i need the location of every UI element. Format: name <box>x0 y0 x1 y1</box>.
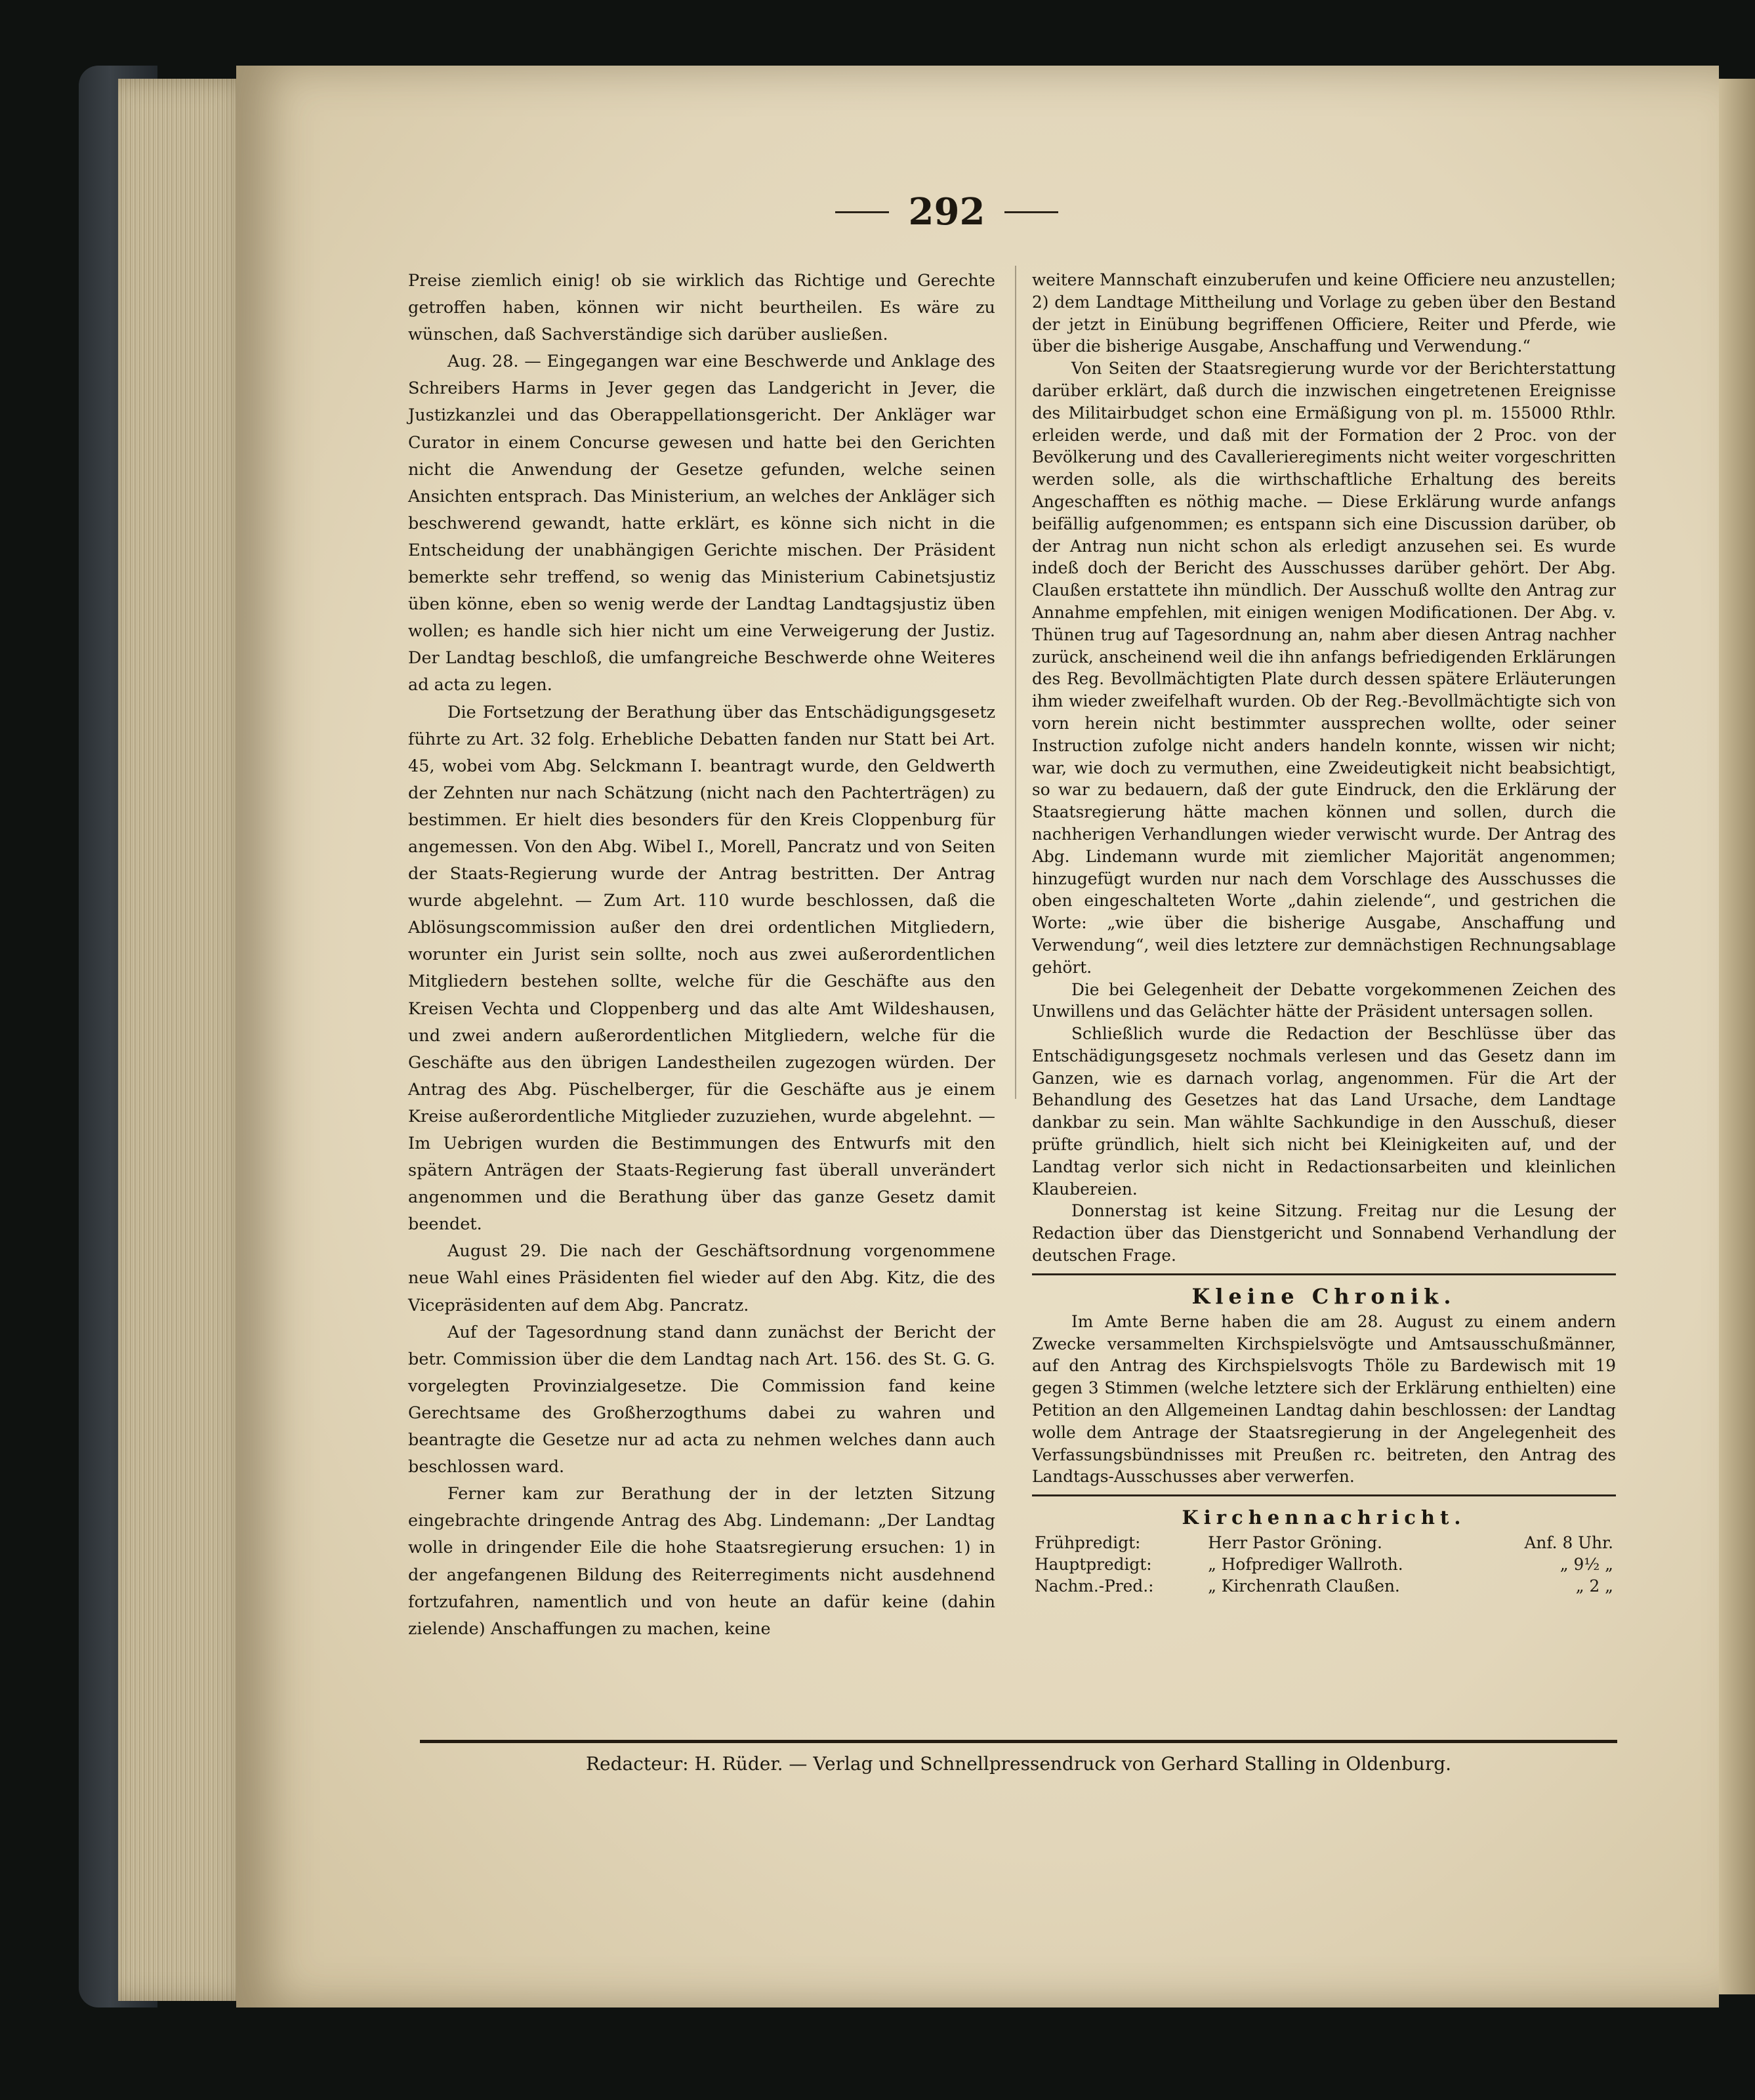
page-number <box>835 190 1058 234</box>
service-time: „ 9½ „ <box>1559 1555 1613 1575</box>
paragraph: Schließlich wurde die Redaction der Beschlüsse über das Entschädigungsgesetz nochmals verlesen und das Gesetz dann im Ganzen, wie es darnach vorlag, angenommen. Für die Art der Behandlung des Gesetzes hat das Land Ursache, dem Landtage dankbar zu sein. Man wählte Sachkundige in den Ausschuß, dieser prüfte gründlich, hielt sich nicht bei Kleinigkeiten auf, und der Landtag verlor sich nicht in Redactionsarbeiten und kleinlichen Klaubereien. <box>1032 1024 1616 1199</box>
paragraph: Aug. 28. — Eingegangen war eine Beschwerde und Anklage des Schreibers Harms in Jever gegen das Landgericht in Jever, die Justizkanzlei und das Oberappellationsgericht. Der Ankläger war Curator in einem Concurse gewesen und hatte bei den Gerichten nicht die Anwendung der Gesetze gefunden, welche seinen Ansichten entsprach. Das Ministerium, an welches der Ankläger sich beschwerend gewandt, hatte erklärt, es könne sich nicht in die Entscheidung der unabhängigen Gerichte mischen. Der Präsident bemerkte sehr treffend, so wenig das Ministerium Cabinetsjustiz üben könne, eben so wenig werde der Landtag Landtagsjustiz üben wollen; es handle sich hier nicht um eine Verweigerung der Justiz. Der Landtag beschloß, die umfangreiche Beschwerde ohne Weiteres ad acta zu legen. <box>408 352 995 695</box>
service-name: Frühpredigt: <box>1035 1533 1141 1553</box>
table-row <box>1032 1575 1616 1597</box>
facing-page-edge <box>1719 79 1755 1994</box>
service-time: „ 2 „ <box>1575 1576 1613 1596</box>
service-name: Nachm.-Pred.: <box>1035 1576 1154 1596</box>
paragraph: weitere Mannschaft einzuberufen und keine Officiere neu anzustellen; 2) dem Landtage Mittheilung und Vorlage zu geben über den Bestand der jetzt in Einübung begriffenen Officiere, Reiter und Pferde, wie über die bisherige Ausgabe, Anschaffung und Verwendung.“ <box>1032 270 1616 356</box>
table-row <box>1032 1532 1616 1554</box>
paragraph: August 29. Die nach der Geschäftsordnung vorgenommene neue Wahl eines Präsidenten fiel wieder auf den Abg. Kitz, die des Vicepräsidenten auf dem Abg. Pancratz. <box>408 1241 995 1315</box>
paragraph: Ferner kam zur Berathung der in der letzten Sitzung eingebrachte dringende Antrag des Abg. Lindemann: „Der Landtag wolle in dringender Eile die hohe Staatsregierung ersuchen: 1) in der angefangenen Bildung des Reiterregiments nicht ausdehnend fortzufahren, namentlich und von heute an dafür keine (dahin zielende) Anschaffungen zu machen, keine <box>408 1484 995 1639</box>
footer-rule <box>420 1740 1617 1743</box>
service-name: Hauptpredigt: <box>1035 1555 1152 1575</box>
paragraph: Von Seiten der Staatsregierung wurde vor der Berichterstattung darüber erklärt, daß durch die inzwischen eingetretenen Ereignisse des Militairbudget schon eine Ermäßigung von pl. m. 155000 Rthlr. erleiden werde, und daß mit der Formation der 2 Proc. von der Bevölkerung und des Cavallerieregiments nicht weiter vorgeschritten werden solle, als die wirthschaftliche Erhaltung des bereits Angeschafften es nöthig mache. — Diese Erklärung wurde anfangs beifällig aufgenommen; es entspann sich eine Discussion darüber, ob der Antrag nun nicht schon als erledigt anzusehen sei. Es wurde indeß doch der Bericht des Ausschusses darüber gehört. Der Abg. Claußen erstattete ihn mündlich. Der Ausschuß wollte den Antrag zur Annahme empfehlen, mit einigen wenigen Modificationen. Der Abg. v. Thünen trug auf Tagesordnung an, nahm aber diesen Antrag nachher zurück, anscheinend weil die ihn anfangs befriedigenden Erklärungen des Reg. Bevollmächtigten Plate durch dessen spätere Erläuterungen ihm wieder zweifelhaft wurden. Ob der Reg.-Bevollmächtigte sich von vorn herein nicht bestimmter aussprechen wollte, oder seiner Instruction zufolge nicht anders handeln konnte, wissen wir nicht; war, wie doch zu vermuthen, eine Zweideutigkeit nicht beabsichtigt, so war zu bedauern, daß der gute Eindruck, den die Erklärung der Staatsregierung hätte machen können und sollen, durch die nachherigen Verhandlungen wieder verwischt wurde. Der Antrag des Abg. Lindemann wurde mit ziemlicher Majorität angenommen; hinzugefügt wurden nur nach dem Vorschlage des Ausschusses die oben eingeschalteten Worte „dahin zielende“, und gestrichen die Worte: „wie über die bisherige Ausgabe, Anschaffung und Verwendung“, weil dies letztere zur demnächstigen Rechnungsablage gehört. <box>1032 359 1616 977</box>
column-divider <box>1015 266 1016 1099</box>
paragraph: Auf der Tagesordnung stand dann zunächst der Bericht der betr. Commission über die dem Landtag nach Art. 156. des St. G. G. vorgelegten Provinzialgesetze. Die Commission fand keine Gerechtsame des Großherzogthums dabei zu wahren und beantragte die Gesetze nur ad acta zu nehmen welches dann auch beschlossen ward. <box>408 1322 995 1477</box>
preacher: Herr Pastor Gröning. <box>1208 1533 1382 1553</box>
table-row <box>1032 1554 1616 1575</box>
service-time: Anf. 8 Uhr. <box>1524 1533 1613 1553</box>
service-table <box>1032 1532 1616 1597</box>
imprint: Redacteur: H. Rüder. — Verlag und Schnellpressendruck von Gerhard Stalling in Oldenburg. <box>585 1753 1452 1775</box>
section-rule <box>1032 1273 1616 1275</box>
section-rule <box>1032 1494 1616 1496</box>
left-column <box>408 268 995 1643</box>
kleine-chronik-title: Kleine Chronik. <box>1191 1283 1456 1309</box>
paragraph: Die Fortsetzung der Berathung über das Entschädigungsgesetz führte zu Art. 32 folg. Erhebliche Debatten fanden nur Statt bei Art. 45, wobei vom Abg. Selckmann I. beantragt wurde, den Geldwerth der Zehnten nur nach Schätzung (nicht nach den Pachterträgen) zu bestimmen. Er hielt dies besonders für den Kreis Cloppenburg für angemessen. Von den Abg. Wibel I., Morell, Pancratz und von Seiten der Staats-Regierung wurde der Antrag bestritten. Der Antrag wurde abgelehnt. — Zum Art. 110 wurde beschlossen, daß die Ablösungscommission außer den drei ordentlichen Mitgliedern, worunter ein Jurist sein sollte, noch aus zwei außerordentlichen Mitgliedern bestehen sollte, welche für die Geschäfte aus den Kreisen Vechta und Cloppenberg und das alte Amt Wildeshausen, und zwei andern außerordentlichen Mitgliedern, welche für die Geschäfte aus den übrigen Landestheilen zugezogen würden. Der Antrag des Abg. Püschelberger, für die Geschäfte aus je einem Kreise außerordentliche Mitglieder zuzuziehen, wurde abgelehnt. — Im Uebrigen wurden die Bestimmungen des Entwurfs mit den spätern Anträgen der Staats-Regierung fast überall unverändert angenommen und die Berathung über das ganze Gesetz damit beendet. <box>408 702 995 1235</box>
page-number-rule-right <box>1004 211 1058 213</box>
page-edges <box>118 79 256 2001</box>
kleine-chronik-text: Im Amte Berne haben die am 28. August zu einem andern Zwecke versammelten Kirchspielsvögte und Amtsausschußmänner, auf den Antrag des Kirchspielsvogts Thöle zu Bardewisch mit 19 gegen 3 Stimmen (welche letztere sich der Erklärung enthielten) eine Petition an den Allgemeinen Landtag dahin beschlossen: der Landtag wolle dem Antrage der Staatsregierung in der Angelegenheit des Verfassungsbündnisses mit Preußen rc. beitreten, den Antrag des Landtags-Ausschusses aber verwerfen. <box>1032 1311 1616 1487</box>
paragraph: Donnerstag ist keine Sitzung. Freitag nur die Lesung der Redaction über das Dienstgericht und Sonnabend Verhandlung der deutschen Frage. <box>1032 1201 1616 1266</box>
page-number-value: 292 <box>908 190 985 234</box>
kirchennachricht-title: Kirchennachricht. <box>1182 1506 1466 1529</box>
preacher: „ Kirchenrath Claußen. <box>1208 1576 1400 1596</box>
paragraph: Preise ziemlich einig! ob sie wirklich das Richtige und Gerechte getroffen haben, können wir nicht beurtheilen. Es wäre zu wünschen, daß Sachverständige sich darüber ausließen. <box>408 271 995 345</box>
paragraph: Die bei Gelegenheit der Debatte vorgekommenen Zeichen des Unwillens und das Gelächter hätte der Präsident untersagen sollen. <box>1032 979 1616 1021</box>
page-number-rule-left <box>835 211 889 213</box>
right-column <box>1032 269 1616 1597</box>
preacher: „ Hofprediger Wallroth. <box>1208 1555 1403 1575</box>
